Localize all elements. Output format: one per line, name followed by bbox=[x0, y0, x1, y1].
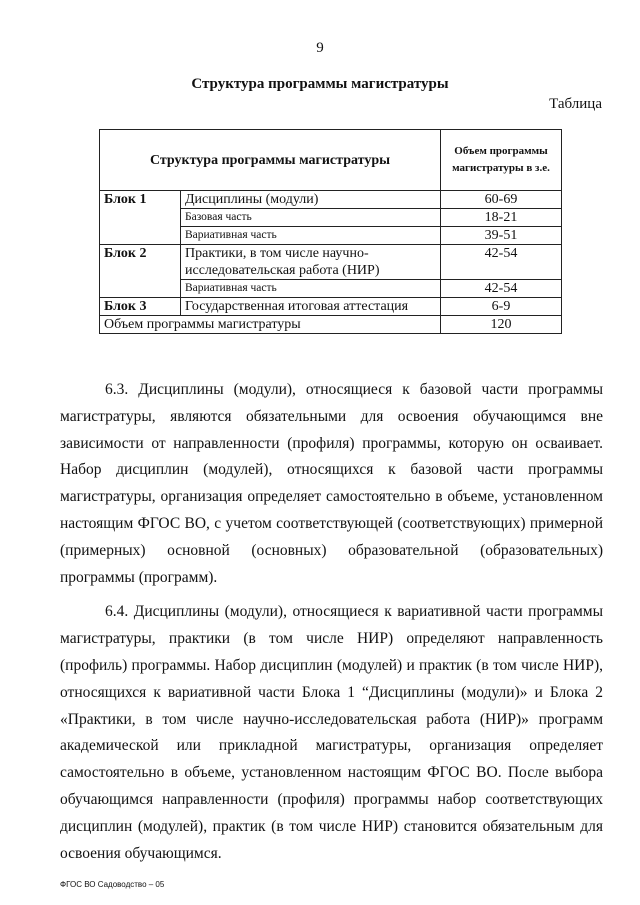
row-value: 18-21 bbox=[441, 209, 562, 227]
block-label: Блок 2 bbox=[100, 245, 181, 298]
row-value: 60-69 bbox=[441, 191, 562, 209]
row-value: 42-54 bbox=[441, 280, 562, 298]
table-total-row bbox=[100, 316, 562, 334]
body-text bbox=[60, 377, 603, 867]
total-value: 120 bbox=[441, 316, 562, 334]
block-label: Блок 1 bbox=[100, 191, 181, 245]
table-label: Таблица bbox=[549, 96, 602, 112]
row-value: 6-9 bbox=[441, 298, 562, 316]
header-volume: Объем программы магистратуры в з.е. bbox=[441, 130, 562, 191]
total-label: Объем программы магистратуры bbox=[100, 316, 441, 334]
table-row bbox=[100, 191, 562, 209]
paragraph-6-3: 6.3. Дисциплины (модули), относящиеся к базовой части программы магистратуры, являются обязательными для освоения обучающимся вне зависимости от направленности (профиля) программы, которую он осваивает. Набор дисциплин (модулей), относящихся к базовой части программы магистратуры, организация определяет самостоятельно в объеме, установленном настоящим ФГОС ВО, с учетом соответствующей (соответствующих) примерной (примерных) основной (основных) образовательной (образовательных) программы (программ). bbox=[60, 381, 603, 586]
page-number: 9 bbox=[316, 40, 324, 56]
table-row bbox=[100, 245, 562, 280]
row-name: Государственная итоговая аттестация bbox=[181, 298, 441, 316]
program-structure-table bbox=[99, 129, 562, 334]
row-name: Вариативная часть bbox=[181, 280, 441, 298]
row-name: Вариативная часть bbox=[181, 227, 441, 245]
page-footer: ФГОС ВО Садоводство – 05 bbox=[60, 880, 165, 889]
row-value: 42-54 bbox=[441, 245, 562, 280]
row-name: Дисциплины (модули) bbox=[181, 191, 441, 209]
row-name: Базовая часть bbox=[181, 209, 441, 227]
header-structure: Структура программы магистратуры bbox=[100, 130, 441, 191]
table-row bbox=[100, 298, 562, 316]
row-value: 39-51 bbox=[441, 227, 562, 245]
paragraph-6-4: 6.4. Дисциплины (модули), относящиеся к вариативной части программы магистратуры, практики (в том числе НИР) определяют направленность (профиль) программы. Набор дисциплин (модулей) и практик (в том числе НИР), относящихся к вариативной части Блока 1 “Дисциплины (модули)» и Блока 2 «Практики, в том числе научно-исследовательская работа (НИР)» программ академической или прикладной магистратуры, организация определяет самостоятельно в объеме, установленном настоящим ФГОС ВО. После выбора обучающимся направленности (профиля) программы набор соответствующих дисциплин (модулей), практик (в том числе НИР) становится обязательным для освоения обучающимся. bbox=[60, 603, 603, 862]
block-label: Блок 3 bbox=[100, 298, 181, 316]
row-name: Практики, в том числе научно-исследовательская работа (НИР) bbox=[181, 245, 441, 280]
document-title: Структура программы магистратуры bbox=[191, 76, 449, 92]
table-header-row bbox=[100, 130, 562, 191]
